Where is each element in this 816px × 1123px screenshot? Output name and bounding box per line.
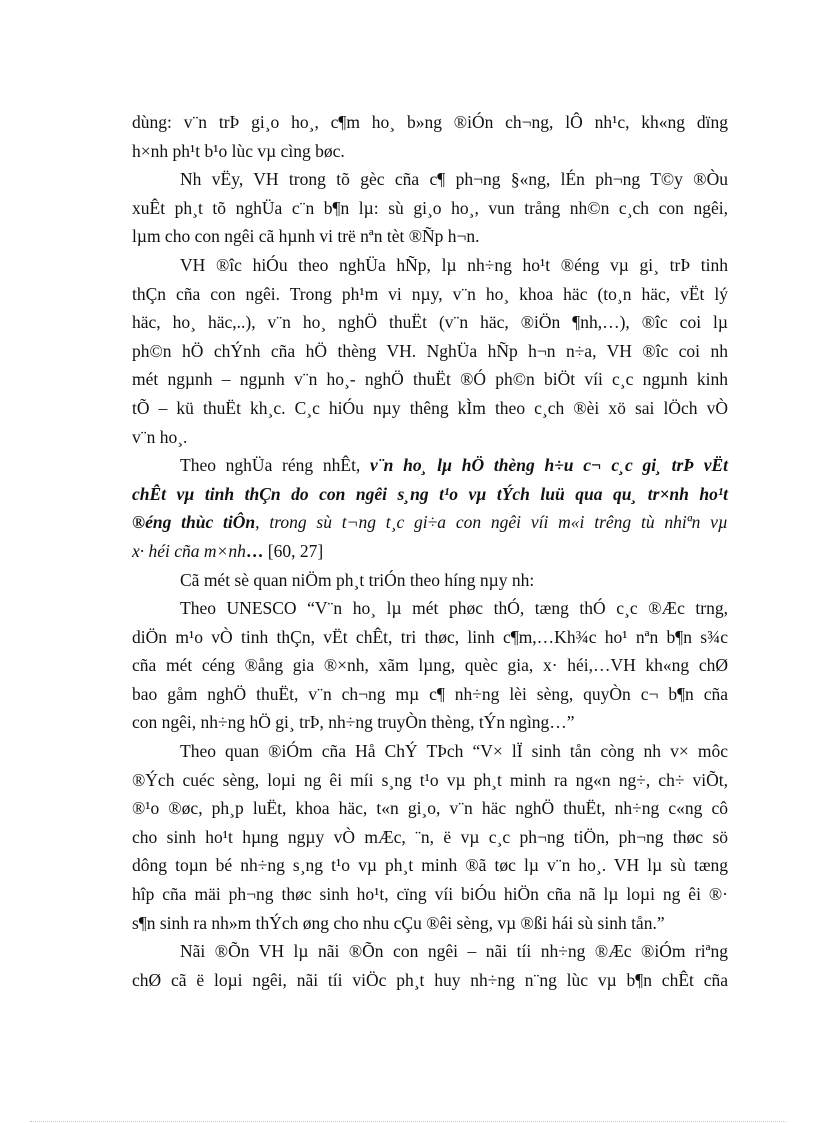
text-line [132,537,728,566]
definition-paragraph [132,451,728,565]
text-line: tÕ – kü thuËt kh¸c. C¸c hiÓu nµy thêng kÌm theo c¸ch ®èi xö sai lÖch vÒ [132,397,728,418]
text-line [132,451,728,480]
text-line: cho sinh ho¹t hµng ngµy vÒ mÆc, ¨n, ë vµ c¸c ph¬ng tiÖn, ph¬ng thøc sö [132,826,728,847]
text-line [132,508,728,537]
text-line: chØ cã ë loµi ngêi, nãi tíi viÖc ph¸t huy nh÷ng n¨ng lùc vµ b¶n chÊt cña [132,969,728,990]
text-line: Nh vËy, VH trong tõ gèc cña c¶ ph¬ng §«ng, lÉn ph¬ng T©y ®Òu [180,169,728,190]
definition-emphasis: ®éng thùc tiÔn [132,512,256,533]
definition-emphasis: chÊt vµ tinh thÇn do con ngêi s¸ng t¹o vµ tÝch luü qua qu¸ tr×nh ho¹t [132,483,728,504]
paragraph [132,937,728,994]
text-line: dùng: v¨n trÞ gi¸o ho¸, c¶m ho¸ b»ng ®iÓn ch¬ng, lÔ nh¹c, kh«ng dïng [132,112,728,132]
citation: [60, 27] [263,540,324,561]
text-line: v¨n ho¸. [132,426,188,447]
paragraph [132,737,728,937]
text-line: ®Ých cuéc sèng, loµi ng êi míi s¸ng t¹o vµ ph¸t minh ra ng«n ng÷, ch÷ viÕt, [132,769,728,790]
text-line: Theo quan ®iÓm cña Hå ChÝ TÞch “V× lÏ sinh tån còng nh v× môc [180,741,728,762]
ellipsis: … [245,540,264,561]
text-line: mét ngµnh – ngµnh v¨n ho¸- nghÖ thuËt ®Ó ph©n biÖt víi c¸c ngµnh kinh [132,369,728,390]
text-line: con ngêi, nh÷ng hÖ gi¸ trÞ, nh÷ng truyÒn thèng, tÝn ngìng…” [132,712,575,733]
page-bottom-divider [30,1121,786,1122]
definition-italic: , trong sù t¬ng t¸c gi÷a con ngêi víi m«i trêng tù nhiªn vµ [255,512,728,533]
text-line: Cã mét sè quan niÖm ph¸t triÓn theo híng nµy nh: [180,569,535,590]
text-line: Nãi ®Õn VH lµ nãi ®Õn con ngêi – nãi tíi nh÷ng ®Æc ®iÓm riªng [180,941,728,962]
text-line: VH ®îc hiÓu theo nghÜa hÑp, lµ nh÷ng ho¹t ®éng vµ gi¸ trÞ tinh [180,254,728,275]
text-line: cña mét céng ®ång gia ®×nh, xãm lµng, quèc gia, x· héi,…VH kh«ng chØ [132,655,728,676]
text-line: hîp cña mäi ph¬ng thøc sinh ho¹t, cïng víi biÓu hiÖn cña nã lµ loµi ng êi ®· [132,884,728,905]
definition-lead: Theo nghÜa réng nhÊt, [180,455,371,476]
definition-emphasis: v¨n ho¸ lµ hÖ thèng h÷u c¬ c¸c gi¸ trÞ vËt [370,455,728,476]
text-line: Theo UNESCO “V¨n ho¸ lµ mét phøc thÓ, tæng thÓ c¸c ®Æc trng, [180,598,728,619]
text-line: häc, ho¸ häc,..), v¨n ho¸ nghÖ thuËt (v¨n häc, ®iÖn ¶nh,…), ®îc coi lµ [132,312,728,333]
definition-italic: x· héi cña m×nh [132,540,246,561]
text-line: s¶n sinh ra nh»m thÝch øng cho nhu cÇu ®êi sèng, vµ ®ßi hái sù sinh tån.” [132,912,665,933]
paragraph [132,594,728,737]
text-line: lµm cho con ngêi cã hµnh vi trë nªn tèt ®Ñp h¬n. [132,226,480,247]
text-line: dông toµn bé nh÷ng s¸ng t¹o vµ ph¸t minh ®ã tøc lµ v¨n ho¸. VH lµ sù tæng [132,855,728,876]
paragraph [132,251,728,451]
text-line: ph©n hÖ chÝnh cña hÖ thèng VH. NghÜa hÑp h¬n n÷a, VH ®îc coi nh [132,340,728,361]
text-line: thÇn cña con ngêi. Trong ph¹m vi nµy, v¨n ho¸ khoa häc (to¸n häc, vËt lý [132,283,728,304]
paragraph [132,165,728,251]
paragraph [132,108,728,165]
text-line: h×nh ph¹t b¹o lùc vµ cìng bøc. [132,140,345,161]
paragraph [132,566,728,595]
text-line: diÖn m¹o vÒ tinh thÇn, vËt chÊt, tri thøc, linh c¶m,…Kh¾c ho¹ nªn b¶n s¾c [132,626,728,647]
text-line: ®¹o ®øc, ph¸p luËt, khoa häc, t«n gi¸o, v¨n häc nghÖ thuËt, nh÷ng c«ng cô [132,798,728,819]
text-line: bao gåm nghÖ thuËt, v¨n ch¬ng mµ c¶ nh÷ng lèi sèng, quyÒn c¬ b¶n cña [132,683,728,704]
text-line: xuÊt ph¸t tõ nghÜa c¨n b¶n lµ: sù gi¸o ho¸, vun trång nh©n c¸ch con ngêi, [132,197,728,218]
document-page [132,108,728,994]
